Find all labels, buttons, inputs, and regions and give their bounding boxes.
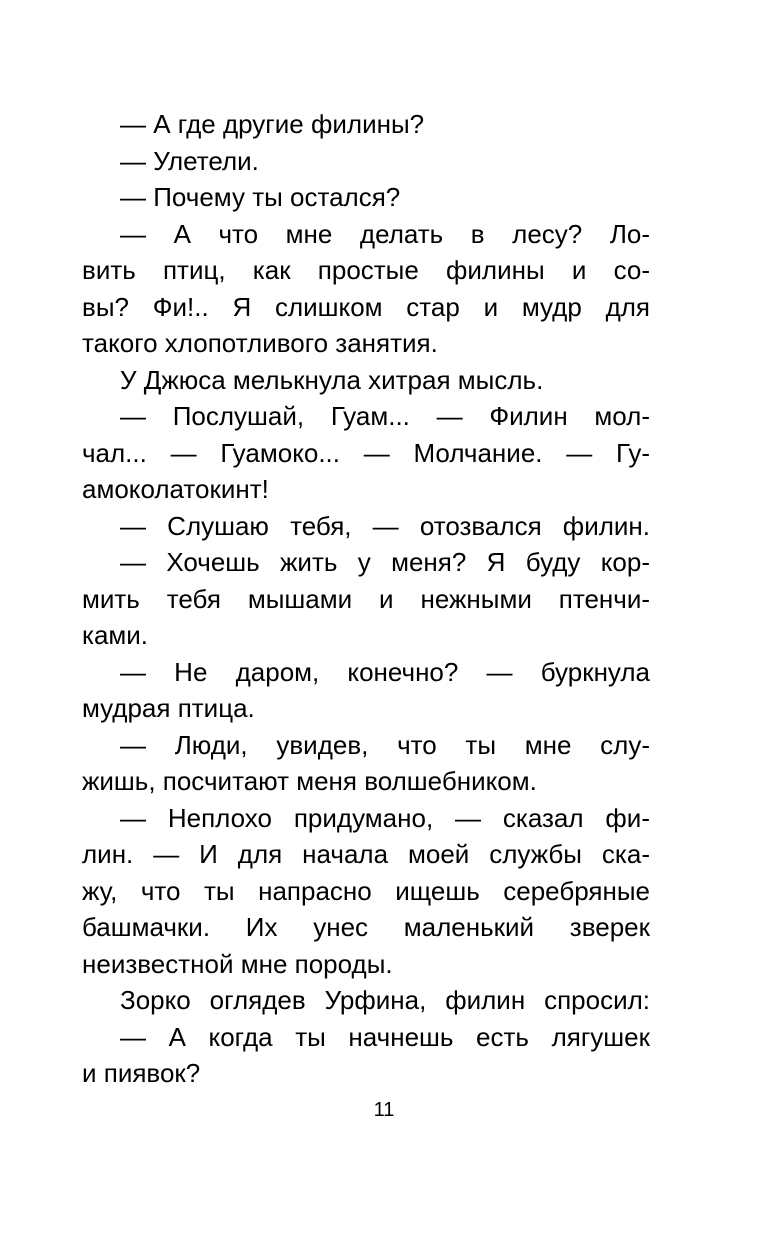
text-line: — Послушай, Гуам... — Филин мол- bbox=[120, 401, 650, 431]
text-line: — Почему ты остался? bbox=[120, 182, 401, 212]
body-text bbox=[82, 106, 650, 1092]
text-line: чал... — Гуамоко... — Молчание. — Гу- bbox=[82, 437, 650, 468]
page-number: 11 bbox=[373, 1099, 395, 1121]
text-line: — Люди, увидев, что ты мне слу- bbox=[120, 729, 650, 760]
text-line: вы? Фи!.. Я слишком стар и мудр для bbox=[82, 291, 650, 322]
text-line: — А где другие филины? bbox=[120, 109, 425, 139]
text-line: мить тебя мышами и нежными птенчи- bbox=[82, 583, 650, 614]
text-line: такого хлопотливого занятия. bbox=[82, 328, 438, 358]
text-line: — Неплохо придумано, — сказал фи- bbox=[120, 802, 650, 833]
text-line: жу, что ты напрасно ищешь серебряные bbox=[82, 875, 650, 906]
text-line: — Улетели. bbox=[120, 145, 259, 176]
text-line: амоколатокинт! bbox=[82, 474, 269, 504]
text-line: — А когда ты начнешь есть лягушек bbox=[120, 1021, 650, 1052]
text-line: — Не даром, конечно? — буркнула bbox=[120, 656, 650, 687]
text-line: ками. bbox=[82, 620, 149, 650]
text-line: — Слушаю тебя, — отозвался филин. bbox=[120, 510, 650, 541]
text-line: лин. — И для начала моей службы ска- bbox=[82, 839, 650, 869]
text-line: неизвестной мне породы. bbox=[82, 948, 393, 979]
text-line: и пиявок? bbox=[82, 1058, 201, 1088]
text-line: Зорко оглядев Урфина, филин спросил: bbox=[120, 985, 650, 1015]
text-line: мудрая птица. bbox=[82, 693, 255, 723]
text-line: вить птиц, как простые филины и со- bbox=[82, 255, 650, 285]
text-line: — А что мне делать в лесу? Ло- bbox=[120, 218, 650, 249]
text-line: жишь, посчитают меня волшебником. bbox=[82, 766, 537, 796]
text-line: — Хочешь жить у меня? Я буду кор- bbox=[120, 547, 650, 577]
text-line: У Джюса мелькнула хитрая мысль. bbox=[120, 364, 544, 395]
text-line: башмачки. Их унес маленький зверек bbox=[82, 912, 650, 942]
